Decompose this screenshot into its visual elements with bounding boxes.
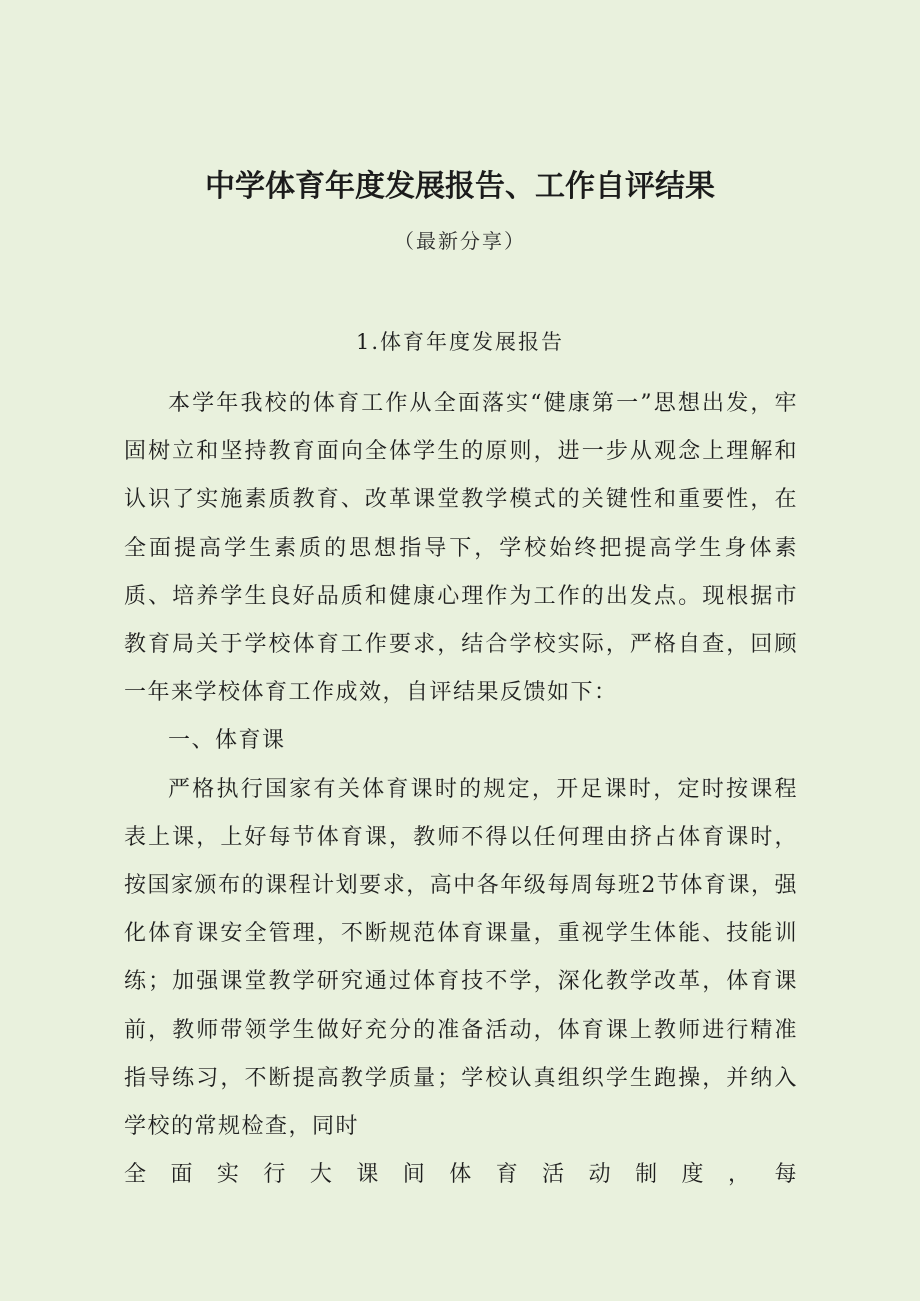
paragraph-intro: 本学年我校的体育工作从全面落实“健康第一”思想出发，牢固树立和坚持教育面向全体学生的原则，进一步从观念上理解和认识了实施素质教育、改革课堂教学模式的关键性和重要性，在全面提高学生素质的思想指导下，学校始终把提高学生身体素质、培养学生良好品质和健康心理作为工作的出发点。现根据市教育局关于学校体育工作要求，结合学校实际，严格自查，回顾一年来学校体育工作成效，自评结果反馈如下： xyxy=(124,391,798,706)
document-subtitle: （最新分享） xyxy=(394,229,526,253)
paragraph-pe-class: 严格执行国家有关体育课时的规定，开足课时，定时按课程表上课，上好每节体育课，教师不得以任何理由挤占体育课时，按国家颁布的课程计划要求，高中各年级每周每班2节体育课，强化体育课安全管理，不断规范体育课量，重视学生体能、技能训练；加强课堂教学研究通过体育技不学，深化教学改革，体育课前，教师带领学生做好充分的准备活动，体育课上教师进行精准指导练习，不断提高教学质量；学校认真组织学生跑操，并纳入学校的常规检查，同时 xyxy=(124,776,798,1140)
section-title: 1.体育年度发展报告 xyxy=(355,330,565,354)
heading-pe-class: 一、体育课 xyxy=(168,728,286,754)
paragraph-pe-class-last-line: 全面实行大课间体育活动制度，每 xyxy=(124,1162,798,1188)
document-title: 中学体育年度发展报告、工作自评结果 xyxy=(205,169,715,204)
document-body xyxy=(124,380,798,1199)
